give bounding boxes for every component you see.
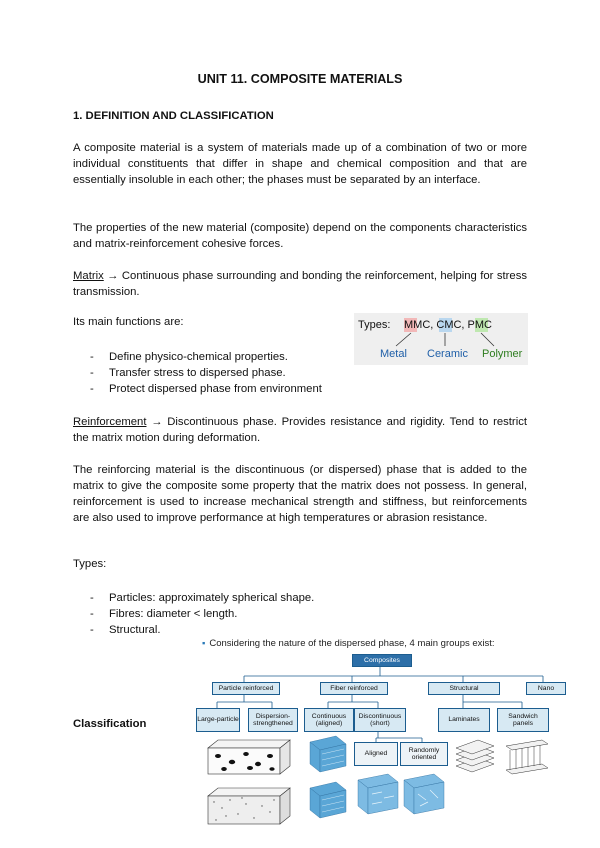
root-node: Composites (352, 654, 412, 667)
group-particle: Particle reinforced (212, 682, 280, 695)
sub-laminates: Laminates (438, 708, 490, 732)
sub-large-particle: Large-particle (196, 708, 240, 732)
types-label: Types: (358, 319, 391, 331)
classification-figure (192, 632, 568, 834)
metal-label: Metal (380, 348, 407, 360)
group-structural: Structural (428, 682, 500, 695)
discontinuous-fiber-illustration (354, 768, 450, 830)
definition-paragraph: A composite material is a system of materials made up of a combination of two or more individual constituents that differ in shape and chemical composition and that are essentially insoluble in each other; the phases must be separated by an interface. (73, 142, 527, 186)
matrix-types-box (354, 313, 528, 365)
reinforcement-paragraph (73, 414, 527, 446)
reinforcement-types-list (90, 590, 350, 638)
caption-text: Considering the nature of the dispersed phase, 4 main groups exist: (209, 638, 495, 649)
list-item: - Particles: approximately spherical shape. (90, 590, 350, 606)
functions-list (90, 349, 350, 397)
sub-aligned: Aligned (354, 742, 398, 766)
continuous-fiber-illustration (306, 732, 350, 830)
list-item: - Protect dispersed phase from environment (90, 381, 350, 397)
matrix-definition: → Continuous phase surrounding and bonding the reinforcement, helping for stress transmission. (73, 270, 527, 298)
types-codes: MMC, CMC, PMC (404, 319, 492, 331)
list-item: - Define physico-chemical properties. (90, 349, 350, 365)
section-heading: 1. DEFINITION AND CLASSIFICATION (73, 110, 274, 122)
sub-discontinuous: Discontinuous (short) (354, 708, 406, 732)
sub-sandwich: Sandwich panels (497, 708, 549, 732)
structural-illustration (452, 736, 552, 784)
list-item: - Fibres: diameter < length. (90, 606, 350, 622)
group-fiber: Fiber reinforced (320, 682, 388, 695)
classification-label: Classification (73, 718, 147, 730)
reinforcing-material-paragraph: The reinforcing material is the discontinuous (or dispersed) phase that is added to the matrix to give the composite some property that the matrix does not possess. In general, reinforcement is used to increase mechanical strength and stiffness, but reinforcements are also used to improve performance at high temperatures or abrasion resistance. (73, 464, 527, 524)
properties-paragraph: The properties of the new material (composite) depend on the components characteristics and matrix-reinforcement cohesive forces. (73, 222, 527, 250)
types-intro: Types: (73, 558, 107, 570)
bullet-icon: ▪ (202, 638, 206, 649)
sub-dispersion: Dispersion-strengthened (248, 708, 298, 732)
reinforcement-term: Reinforcement (73, 416, 147, 428)
matrix-term: Matrix (73, 270, 104, 282)
group-nano: Nano (526, 682, 566, 695)
functions-intro: Its main functions are: (73, 316, 184, 328)
page-title: UNIT 11. COMPOSITE MATERIALS (197, 72, 403, 86)
particle-illustration (202, 736, 302, 832)
list-item: - Transfer stress to dispersed phase. (90, 365, 350, 381)
matrix-paragraph (73, 268, 527, 300)
ceramic-label: Ceramic (427, 348, 468, 360)
sub-randomly-oriented: Randomly oriented (400, 742, 448, 766)
sub-continuous: Continuous (aligned) (304, 708, 354, 732)
reinforcement-definition: → Discontinuous phase. Provides resistance and rigidity. Tend to restrict the matrix motion during deformation. (73, 416, 527, 444)
polymer-label: Polymer (482, 348, 523, 360)
list-item: - Structural. (90, 622, 350, 638)
